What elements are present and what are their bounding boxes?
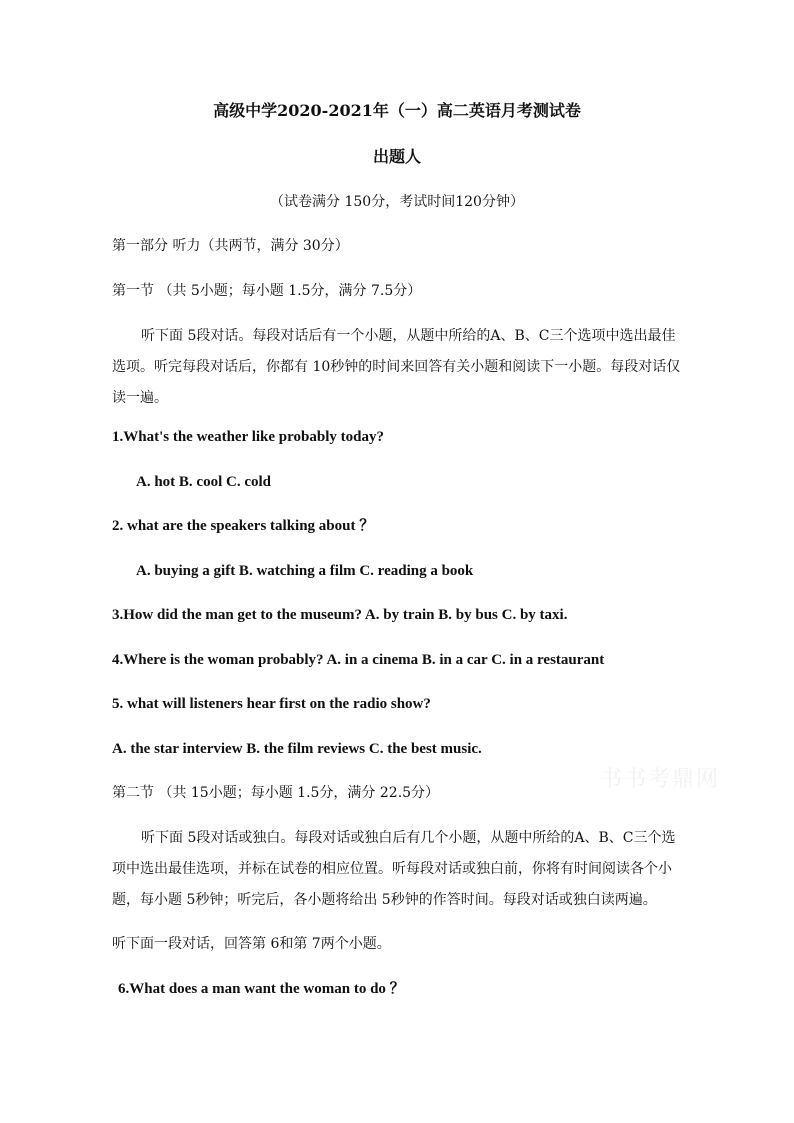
question-2-options: A. buying a gift B. watching a film C. reading a book [136, 563, 474, 579]
author-label: 出题人 [372, 147, 421, 166]
question-3: 3.How did the man get to the museum? A. by train B. by bus C. by taxi. [112, 607, 568, 623]
question-1-stem: 1.What's the weather like probably today? [112, 429, 384, 445]
watermark: 书书考鼎网 [600, 767, 721, 792]
section1-instruction-line: 听下面 5段对话。每段对话后有一个小题，从题中所给的A、B、C三个选项中选出最佳 [141, 328, 676, 344]
section1-instruction-line: 选项。听完每段对话后，你都有 10秒钟的时间来回答有关小题和阅读下一小题。每段对话仅 [112, 359, 681, 375]
section2-instruction-line: 题，每小题 5秒钟；听完后，各小题将给出 5秒钟的作答时间。每段对话或独白读两遍。 [112, 892, 657, 908]
section2-heading: 第二节 （共 15小题；每小题 1.5分，满分 22.5分） [112, 785, 440, 801]
exam-note: （试卷满分 150分，考试时间120分钟） [270, 194, 524, 210]
section2-lead: 听下面一段对话，回答第 6和第 7两个小题。 [112, 936, 391, 952]
section1-heading: 第一节 （共 5小题；每小题 1.5分，满分 7.5分） [112, 283, 422, 299]
question-4: 4.Where is the woman probably? A. in a cinema B. in a car C. in a restaurant [112, 652, 605, 668]
exam-title: 高级中学2020-2021年（一）高二英语月考测试卷 [213, 101, 581, 120]
part1-heading: 第一部分 听力（共两节，满分 30分） [112, 238, 349, 254]
section1-instruction-line: 读一遍。 [112, 390, 168, 406]
question-5-stem: 5. what will listeners hear first on the radio show? [112, 696, 431, 712]
question-2-stem: 2. what are the speakers talking about ？ [112, 518, 375, 534]
question-1-options: A. hot B. cool C. cold [136, 474, 271, 490]
section2-instruction-line: 项中选出最佳选项，并标在试卷的相应位置。听每段对话或独白前，你将有时间阅读各个小 [112, 861, 672, 877]
question-5-options: A. the star interview B. the film reviews C. the best music. [112, 741, 482, 757]
section2-instruction-line: 听下面 5段对话或独白。每段对话或独白后有几个小题，从题中所给的A、B、C三个选 [141, 830, 676, 846]
question-6-stem: 6.What does a man want the woman to do ？ [118, 981, 405, 997]
